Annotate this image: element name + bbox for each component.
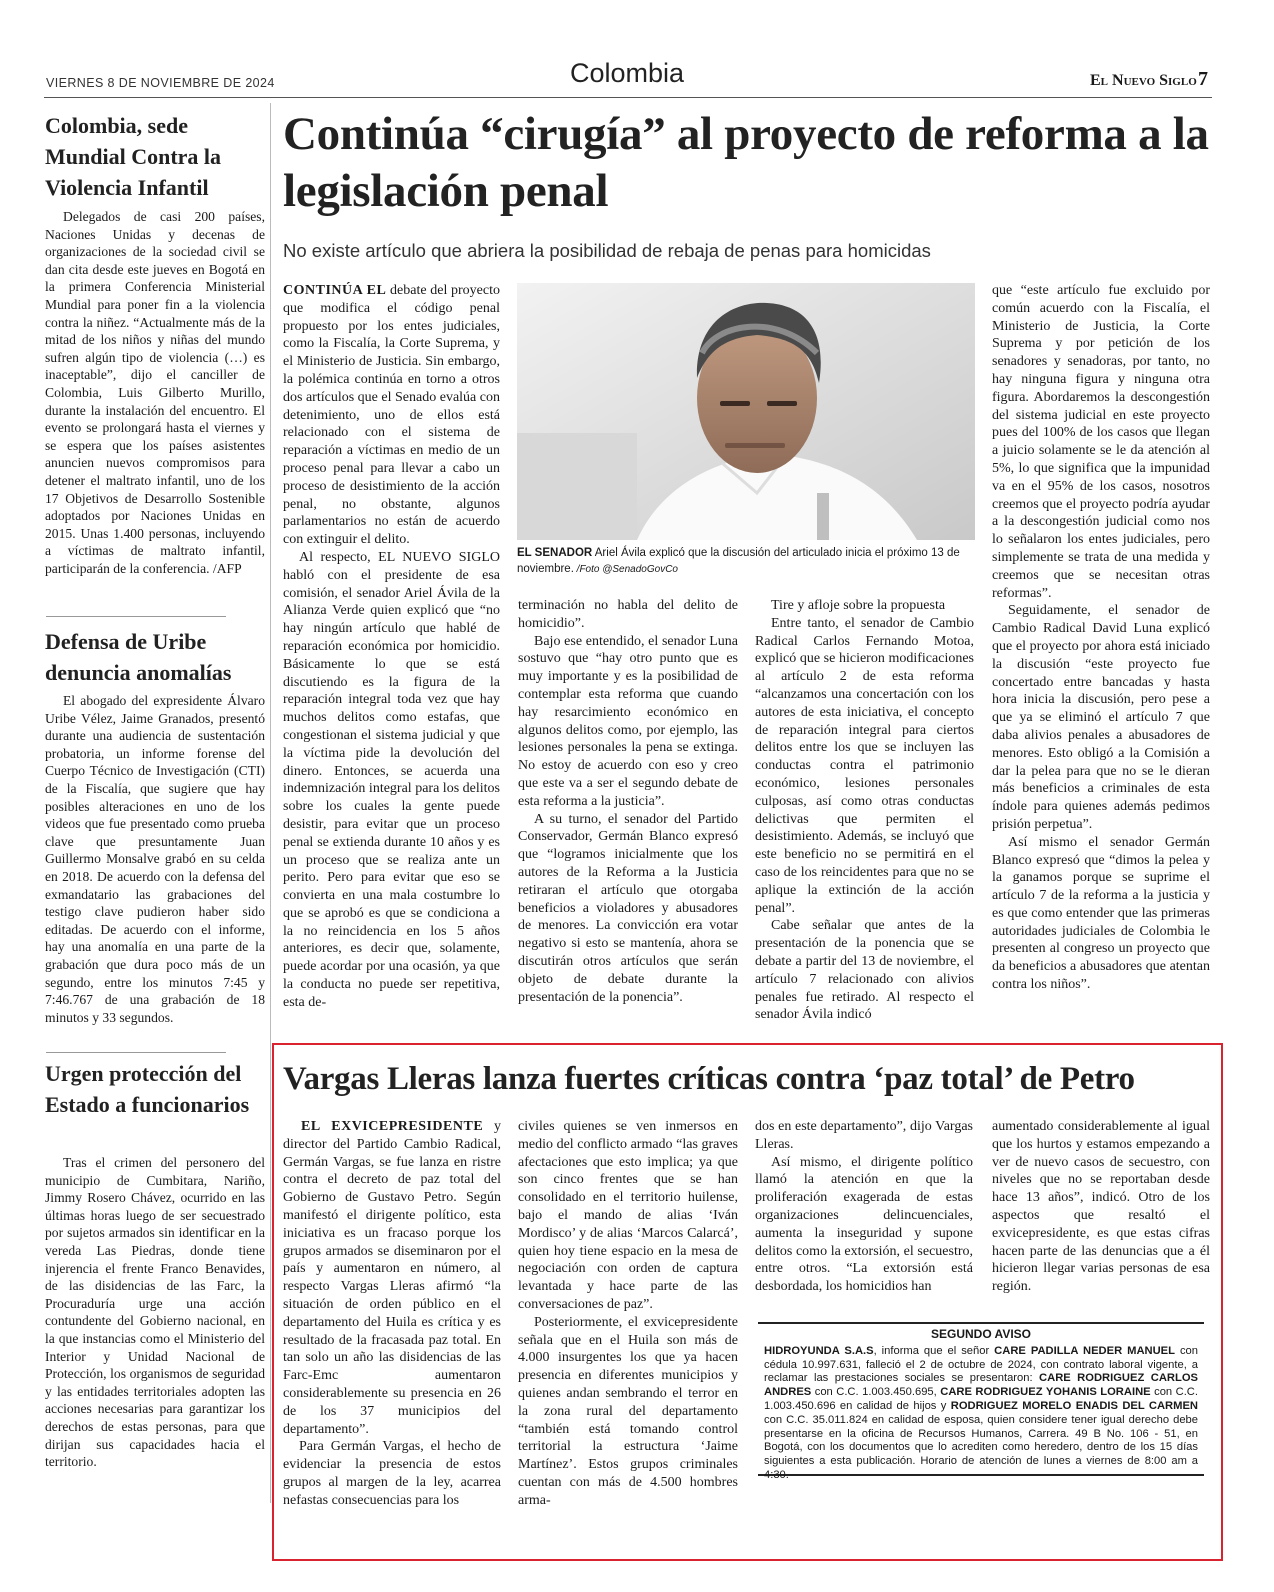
sidebar-divider [46,616,226,617]
newspaper-name: El Nuevo Siglo [1090,72,1197,89]
box-lead: EL EXVICEPRESIDENTE [301,1119,484,1134]
subhead: Tire y afloje sobre la propuesta [771,598,946,613]
sidebar-story2-body: El abogado del expresidente Álvaro Uribe Vélez, Jaime Granados, presentó durante una audiencia de sustentación probatoria, un informe forense del Cuerpo Técnico de Investigación (CTI) de la Fiscalía, que sugiere que hay posibles alteraciones en uno de los videos que fue presentado como prueba clave que presuntamente Juan Guillermo Monsalve grabó en su celda en 2018. De acuerdo con la defensa del exmandatario las grabaciones del testigo clave pudieron haber sido editadas. De acuerdo con el informe, hay una anomalía en una parte de la grabación que dura poco más de un segundo, entre los minutos 7:45 y 7:46.767 de una grabación de 18 minutos y 33 segundos. [45,693,265,1025]
sidebar-story1-title: Colombia, sede Mundial Contra la Violencia Infantil [45,113,222,200]
sidebar-story1-body: Delegados de casi 200 países, Naciones Unidas y decenas de organizaciones de la sociedad civil se dan cita desde este jueves en Bogotá en la primera Conferencia Ministerial Mundial para poner fin a la violencia contra la niñez. “Actualmente más de la mitad de los niños y niñas del mundo sufren algún tipo de violencia (…) es inaceptable”, dijo el canciller de Colombia, Luis Gilberto Murillo, durante la instalación del encuentro. El evento se prolongará hasta el viernes y se espera que los países asistentes anuncien nuevos compromisos para detener el maltrato infantil, uno de los 17 Objetivos de Desarrollo Sostenible adoptados por Naciones Unidas en 2015. Unas 1.400 personas, incluyendo a víctimas de maltrato infantil, participarán de la conferencia. /AFP [45,209,265,576]
sidebar-story2-title: Defensa de Uribe denuncia anomalías [45,629,232,685]
photo-caption: EL SENADOR Ariel Ávila explicó que la discusión del articulado inicia el próximo 13 de noviembre. /Foto @SenadoGovCo [517,547,960,575]
legal-notice [758,1322,1204,1481]
box-column-2: civiles quienes se ven inmersos en medio del conflicto armado “las graves afectaciones que esto implica; ya que son cinco frentes que se han consolidado en el territorio huilense, bajo el mando de alias ‘Iván Mordisco’ y de alias ‘Marcos Calarcá’, quien hoy tiene espacio en la mesa de negociación con orden de captura levantada y hace parte de las conversaciones de paz”. Posteriormente, el exvicepresidente señala que en el Huila son más de 4.000 insurgentes los que ya hacen presencia en diferentes municipios y quienes andan sembrando el terror en la zona rural del departamento “también está tomando control territorial la estructura ‘Jaime Martínez’. Estos grupos criminales cuentan con más de 4.500 hombres arma- [518,1119,738,1508]
box-column-3: dos en este departamento”, dijo Vargas Lleras. Así mismo, el dirigente político llamó la atención en que la proliferación exagerada de estas organizaciones delincuenciales, aumenta la inseguridad y supone delitos como la extorsión, el secuestro, entre otros. “La extorsión está desbordada, los homicidios han [755,1119,973,1295]
sidebar-story3-body: Tras el crimen del personero del municipio de Cumbitara, Nariño, Jimmy Rosero Chávez, ocurrido en las últimas horas luego de ser secuestrado por sujetos armados sin identificar en la vereda Las Piedras, donde tiene injerencia el frente Franco Benavides, de las disidencias de las Farc, la Procuraduría urge una acción contundente del Gobierno nacional, en la que instancias como el Ministerio del Interior y Unidad Nacional de Protección, los organismos de seguridad y las entidades territoriales adopten las acciones necesarias para garantizar los derechos de estas personas, para que dirijan sus capacidades hacia el territorio. [45,1155,265,1470]
section-name: Colombia [570,58,685,88]
column-rule [270,103,271,1503]
sidebar-story3-title: Urgen protección del Estado a funcionarios [45,1061,250,1117]
header-rule [44,97,1212,98]
main-column-2: terminación no habla del delito de homicidio”. Bajo ese entendido, el senador Luna sostuvo que “hay otro punto que es muy importante y es la posibilidad de contemplar esta reforma que cuando hay resarcimiento económico en algunos delitos como, por ejemplo, las lesiones personales la pena se extinga. No estoy de acuerdo con eso y creo que este va a ser el segundo debate de esta reforma a la justicia”. A su turno, el senador del Partido Conservador, Germán Blanco expresó que “logramos inicialmente que los autores de la Reforma a la Justicia retiraran el artículo que otorgaba beneficios a violadores y abusadores de menores. La convicción era votar negativo si esto se mantenía, ahora se discutirán otros artículos que serán objeto de debate durante la presentación de la ponencia”. [518,598,738,1005]
main-column-4: que “este artículo fue excluido por común acuerdo con la Fiscalía, el Ministerio de Justicia, la Corte Suprema y por petición de los senadores y senadoras, por tanto, no hay ninguna figura y ninguna otra figura. Abordaremos la descongestión del sistema judicial en este proyecto pues del 100% de los casos que llegan a juicio solamente se le da atención al 5%, lo que significa que la impunidad va en el 95% de los casos, nosotros creemos que el proyecto podría ayudar a la descongestión judicial como nos lo señalaron los entes judiciales, pero simplemente se trata de una medida y creemos que se necesitan otras reformas”. Seguidamente, el senador de Cambio Radical David Luna explicó que el proyecto por ahora está iniciado la discusión “este proyecto fue concertado entre bancadas y hasta hora inicia la discusión, pero pese a que ya se eliminó el artículo 7 que daba alivios penales a abusadores de menores. Esto obligó a la Comisión a dar la pelea para que no se le dieran más beneficios a criminales de esta índole para quienes además pedimos prisión perpetua”. Así mismo el senador Germán Blanco expresó que “dimos la pelea y la ganamos porque se suprime el artículo 7 de la reforma a la justicia y es que como entender que las primeras autoridades judiciales de Colombia le presenten al congreso un proyecto que da beneficios a abusadores que atentan contra los niños”. [992,283,1210,993]
main-headline: Continúa “cirugía” al proyecto de reforma a la legislación penal [283,108,1209,217]
page-number: 7 [1198,68,1208,90]
main-column-1: CONTINÚA EL debate del proyecto que modifica el código penal propuesto por los entes judiciales, como la Fiscalía, la Corte Suprema, y el Ministerio de Justicia. Sin embargo, la polémica continúa en torno a otros dos artículos que el Senado evalúa con detenimiento, uno de ellos está relacionado con el sistema de reparación a víctimas en medio de un proceso penal para llevar a cabo un proceso de desistimiento de la acción penal, no obstante, algunos parlamentarios no están de acuerdo con extinguir el delito. Al respecto, EL NUEVO SIGLO habló con el presidente de esa comisión, el senador Ariel Ávila de la Alianza Verde quien explicó que “no hay ningún artículo que hablé de reparación económica por homicidio. Básicamente lo que se está discutiendo es la figura de la reparación integral toda vez que hay muchos delitos como estafas, que congestionan el sistema judicial y que la víctima pide la devolución del dinero. Entonces, se acuerda una indemnización integral para los delitos sobre los cuales la gente puede desistir, para evitar que un proceso penal se extienda durante 10 años y es un proceso que se realiza ante un perito. Pero para evitar que eso se convierta en una mala costumbre lo que se aprobó es que se condiciona a la no reincidencia en los 5 años anteriores, es decir que, solamente, puede acordar por una ocasión, ya que la conducta no puede ser repetitiva, esta de- [283,283,500,1010]
box-column-1: EL EXVICEPRESIDENTE y director del Partido Cambio Radical, Germán Vargas, se fue lanza en ristre contra el decreto de paz total del Gobierno de Gustavo Petro. Según manifestó el dirigente político, esta iniciativa es un fracaso porque los grupos armados se diseminaron por el país y aumentaron en número, al respecto Vargas Lleras afirmó “la situación de orden público en el departamento del Huila es crítica y es resultado de la fracasada paz total. En tan solo un año las disidencias de las Farc-Emc aumentaron considerablemente su presencia en 26 de los 37 municipios del departamento”. Para Germán Vargas, el hecho de evidenciar la presencia de estos grupos al margen de la ley, acarrea nefastas consecuencias para los [283,1119,502,1508]
article-lead: CONTINÚA EL [283,283,387,298]
box-column-4: aumentado considerablemente al igual que los hurtos y estamos empezando a ver de nuevo casos de secuestro, con niveles que no se reportaban desde hace 13 años”, indicó. Otro de los aspectos que resaltó el exvicepresidente, es que estas cifras hacen parte de las denuncias que a él hicieron llegar varias personas de esa región. [992,1119,1210,1295]
senator-portrait-photo [517,283,975,540]
notice-heading: SEGUNDO AVISO [930,1327,1031,1341]
main-column-3: Tire y afloje sobre la propuesta Entre tanto, el senador de Cambio Radical Carlos Fernando Motoa, explicó que se hicieron modificaciones al artículo 2 de esta reforma “alcanzamos una concertación con los autores de esta iniciativa, el concepto de reparación integral para ciertos delitos entre los que se incluyen las conductas contra el patrimonio económico, lesiones personales culposas, así como otras conductas delictivas que permiten el desistimiento. Además, se incluyó que este beneficio no se permitirá en el caso de los reincidentes para que no se aplique la extinción de la acción penal”. Cabe señalar que antes de la presentación de la ponencia que se debate a partir del 13 de noviembre, el artículo 7 relacionado con alivios penales fue retirado. Al respecto el senador Ávila indicó [755,598,974,1023]
issue-date: VIERNES 8 DE NOVIEMBRE DE 2024 [46,76,275,90]
sidebar-divider [46,1052,226,1053]
notice-body: HIDROYUNDA S.A.S, informa que el señor CARE PADILLA NEDER MANUEL con cédula 10.997.631, falleció el 2 de octubre de 2024, con contrato laboral vigente, a reclamar las prestaciones sociales se presentaron: CARE RODRIGUEZ CARLOS ANDRES con C.C. 1.003.450.695, CARE RODRIGUEZ YOHANIS LORAINE con C.C. 1.003.450.696 en calidad de hijos y RODRIGUEZ MORELO ENADIS DEL CARMEN con C.C. 35.011.824 en calidad de esposa, quien considere tener igual derecho debe presentarse en la oficina de Recursos Humanos, Carrera. 49 B No. 106 - 51, en Bogotá, con los documentos que lo acrediten como heredero, dentro de los 15 días siguientes a esta publicación. Horario de atención de lunes a viernes de 8:00 am a 4:30. [764,1344,1198,1481]
box-headline: Vargas Lleras lanza fuertes críticas contra ‘paz total’ de Petro [283,1061,1135,1097]
main-subheadline: No existe artículo que abriera la posibilidad de rebaja de penas para homicidas [283,240,931,261]
